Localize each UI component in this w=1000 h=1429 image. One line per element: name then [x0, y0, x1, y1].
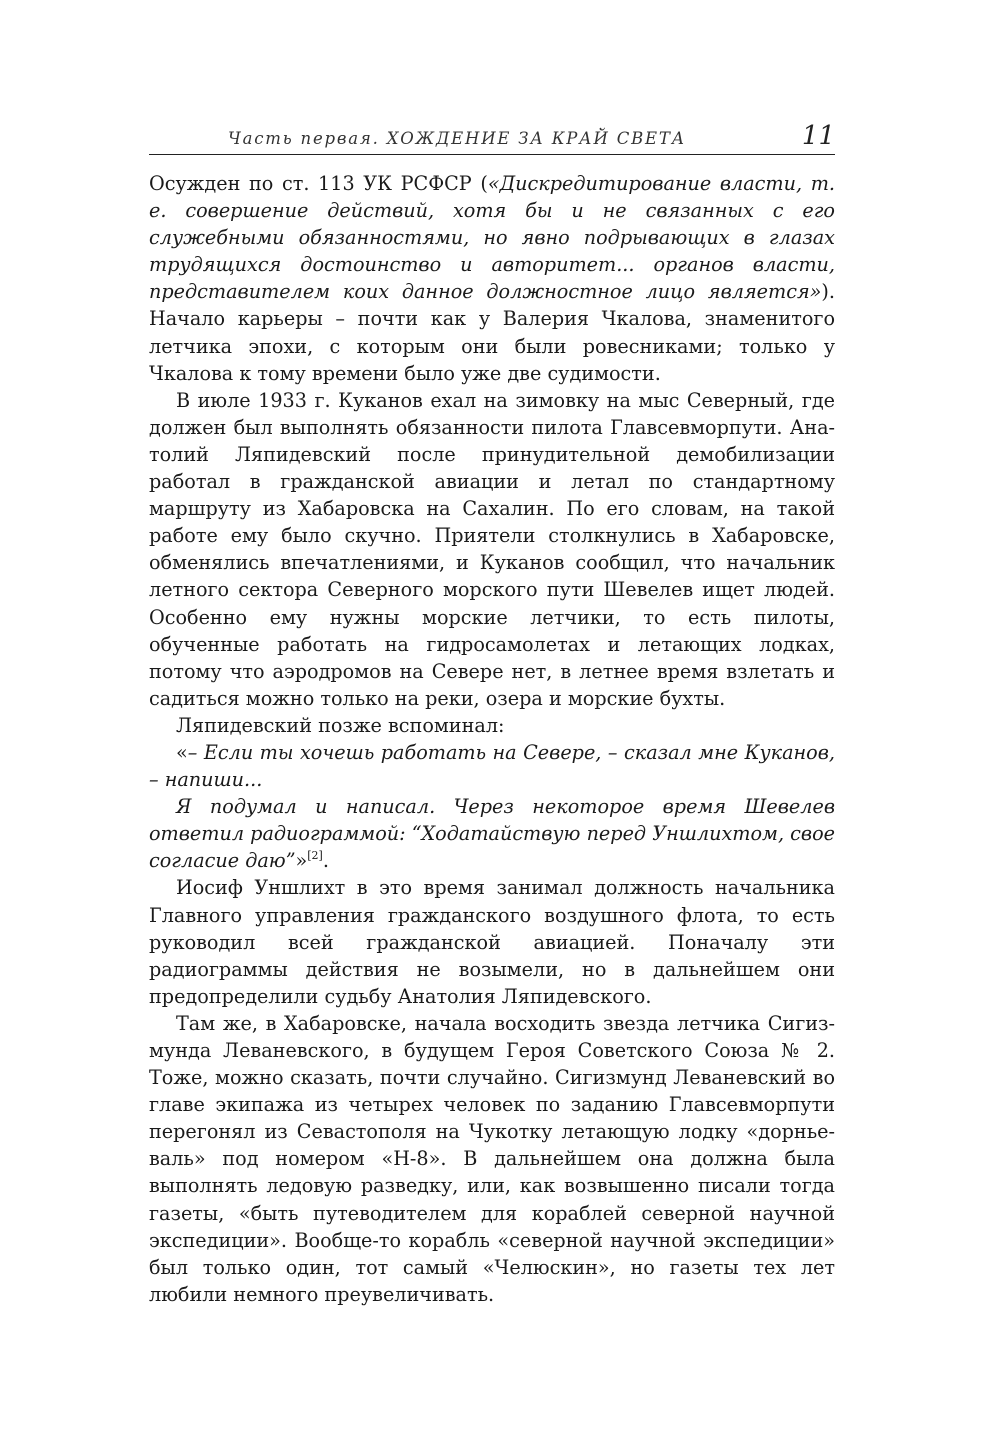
page-number: 11: [801, 121, 835, 151]
body-text: [149, 170, 835, 1308]
paragraph-2: В июле 1933 г. Куканов ехал на зимовку на мыс Северный, где должен был выполнять обязанности пилота Главсевморпути. Анатолий Ляпидевский после принудительной демобилизации работал в гражданской авиации и летал по стандартному маршруту из Хабаровска на Сахалин. По его словам, на такой работе ему было скучно. Приятели столкнулись в Хабаровске, обменялись впечатлениями, и Куканов сообщил, что начальник летного сектора Северного морского пути Шевелев ищет людей. Особенно ему нужны морские летчики, то есть пилоты, обученные работать на гидросамолетах и летающих лодках, потому что аэродромов на Севере нет, в летнее время взлетать и садиться можно только на реки, озера и морские бухты.: [149, 388, 835, 710]
paragraph-4-quote: [149, 739, 835, 793]
opening-quote-mark: «: [176, 740, 188, 764]
closing-quote-mark: »: [295, 849, 308, 873]
paragraph-6: Иосиф Уншлихт в это время занимал должность начальника Главного управления гражданского воздушного флота, то есть руководил всей гражданской авиацией. Поначалу эти радиограммы действия не возымели, но в дальнейшем они предопределили судьбу Анатолия Ляпидевского.: [149, 876, 835, 1008]
footnote-reference[interactable]: [2]: [307, 849, 323, 863]
running-head: [149, 118, 835, 155]
paragraph-1-lead: Осужден по ст. 113 УК РСФСР (: [149, 172, 488, 195]
paragraph-3: Ляпидевский позже вспоминал:: [176, 713, 505, 737]
paragraph-1-tail: ). Начало карьеры – почти как у Валерия Чкалова, знаменитого летчика эпохи, с которым они были ровесниками; только у Чкалова к тому времени было уже две судимости.: [149, 280, 835, 385]
running-head-title: Часть первая. ХОЖДЕНИЕ ЗА КРАЙ СВЕТА: [228, 129, 686, 148]
paragraph-4-text: – Если ты хочешь работать на Севере, – сказал мне Куканов, – напиши...: [149, 740, 835, 792]
paragraph-5-text: Я подумал и написал. Через некоторое время Шевелев ответил радиограммой: “Ходатайствую перед Уншлихтом, свое согласие даю”: [149, 795, 835, 873]
paragraph-7: Там же, в Хабаровске, начала восходить звезда летчика Сигизмунда Леваневского, в будущем Героя Советского Союза № 2. Тоже, можно сказать, почти случайно. Сигизмунд Леваневский во главе экипажа из четырех человек по заданию Главсевморпути перегонял из Севастополя на Чукотку летающую лодку «дорнье-валь» под номером «Н-8». В дальнейшем она должна была выполнять ледовую разведку, или, как возвышенно писали тогда газеты, «быть путеводителем для кораблей северной научной экспедиции». Вообще-то корабль «северной научной экспедиции» был только один, тот самый «Челюскин», но газеты тех лет любили немного преувеличивать.: [149, 1011, 835, 1306]
paragraph-5-end: .: [322, 849, 329, 873]
paragraph-1: [149, 170, 835, 387]
paragraph-5-quote: [149, 793, 835, 874]
paragraph-1-legal-quote: «Дискредитирование власти, т. е. совершение действий, хотя бы и не связанных с его служебными обязанностями, но явно подрывающих в глазах трудящихся достоинство и авторитет... органов власти, представителем коих данное должностное лицо является»: [149, 172, 835, 304]
